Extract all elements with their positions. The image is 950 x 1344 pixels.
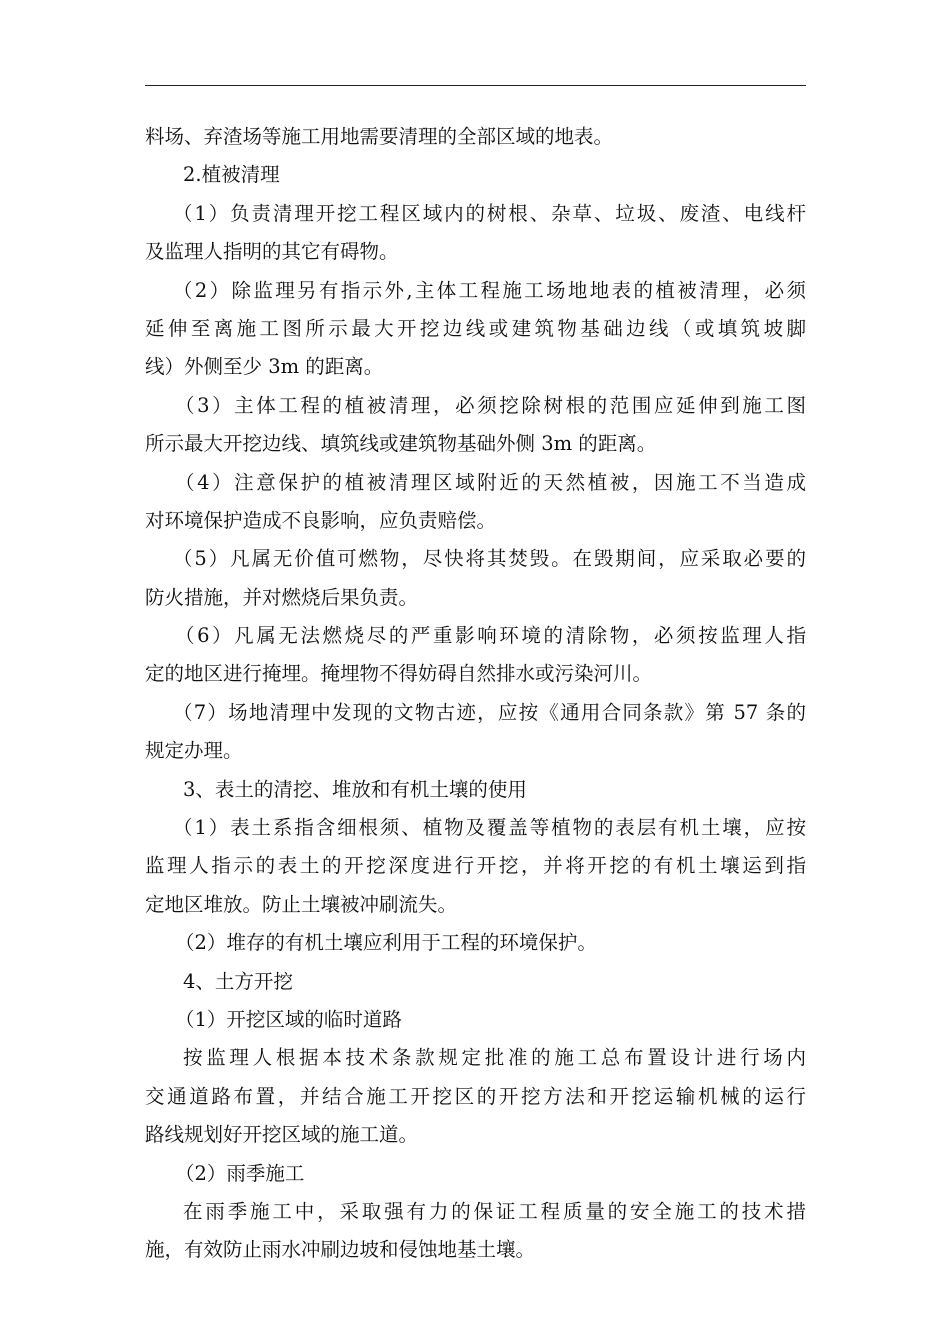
paragraph-line: 所示最大开挖边线、填筑线或建筑物基础外侧 3m 的距离。 [145,432,657,456]
paragraph-line: （4）注意保护的植被清理区域附近的天然植被，因施工不当造成 [175,470,806,494]
paragraph-line: 防火措施，并对燃烧后果负责。 [145,585,419,609]
paragraph-line: （7）场地清理中发现的文物古迹，应按《通用合同条款》第 57 条的 [173,700,806,724]
paragraph-line: （6）凡属无法燃烧尽的严重影响环境的清除物，必须按监理人指 [175,624,806,648]
paragraph-line: （1）表土系指含细根须、植物及覆盖等植物的表层有机土壤，应按 [173,816,806,840]
paragraph-line: （3）主体工程的植被清理，必须挖除树根的范围应延伸到施工图 [175,393,806,417]
subsection-heading: （1）开挖区域的临时道路 [175,1007,402,1031]
paragraph-line: 施，有效防止雨水冲刷边坡和侵蚀地基土壤。 [145,1238,536,1262]
section-heading: 2.植被清理 [183,163,280,187]
paragraph-line: （1）负责清理开挖工程区域内的树根、杂草、垃圾、废渣、电线杆 [173,201,806,225]
paragraph-line: 交通道路布置，并结合施工开挖区的开挖方法和开挖运输机械的运行 [145,1084,806,1108]
paragraph-line: 对环境保护造成不良影响，应负责赔偿。 [145,508,497,532]
paragraph-line: 料场、弃渣场等施工用地需要清理的全部区域的地表。 [145,125,614,148]
paragraph-line: 监理人指示的表土的开挖深度进行开挖，并将开挖的有机土壤运到指 [145,854,806,878]
paragraph-line: 及监理人指明的其它有碍物。 [145,240,399,264]
paragraph-line: 定的地区进行掩埋。掩埋物不得妨碍自然排水或污染河川。 [145,662,653,686]
paragraph-line: 规定办理。 [145,739,243,763]
document-body [145,118,810,1270]
paragraph-line: 线）外侧至少 3m 的距离。 [145,355,384,379]
paragraph-line: （2）除监理另有指示外,主体工程施工场地地表的植被清理，必须 [173,278,806,302]
header-rule [145,85,806,86]
paragraph-line: 路线规划好开挖区域的施工道。 [145,1123,419,1147]
paragraph-line: （5）凡属无价值可燃物，尽快将其焚毁。在毁期间，应采取必要的 [173,547,806,571]
subsection-heading: （2）雨季施工 [175,1161,305,1185]
paragraph-line: 延伸至离施工图所示最大开挖边线或建筑物基础边线（或填筑坡脚 [145,316,806,340]
paragraph-line: （2）堆存的有机土壤应利用于工程的环境保护。 [175,931,597,955]
paragraph-line: 定地区堆放。防止土壤被冲刷流失。 [145,892,458,916]
paragraph-line: 按监理人根据本技术条款规定批准的施工总布置设计进行场内 [183,1046,806,1070]
paragraph-line: 在雨季施工中，采取强有力的保证工程质量的安全施工的技术措 [183,1199,806,1223]
section-heading: 4、土方开挖 [183,969,293,993]
section-heading: 3、表土的清挖、堆放和有机土壤的使用 [183,777,527,801]
